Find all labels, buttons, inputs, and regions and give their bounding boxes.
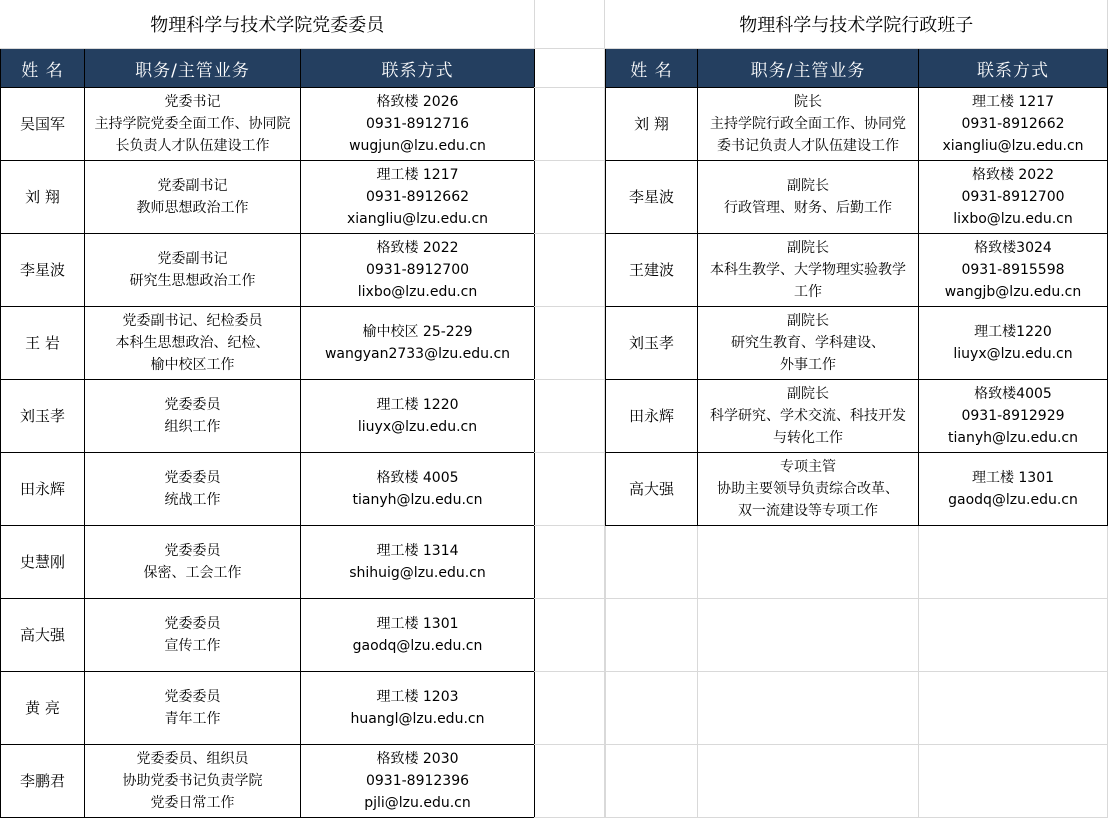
gap-gridline	[534, 160, 605, 161]
empty-row	[606, 526, 1108, 599]
contact-line: 理工楼 1217	[971, 94, 1055, 110]
empty-row	[606, 745, 1108, 818]
contact-line: 格致楼 2030	[376, 751, 459, 767]
contact-cell	[301, 453, 535, 526]
duty-line: 教师思想政治工作	[136, 200, 249, 216]
gap-gridline	[534, 306, 605, 307]
duty-line: 党委委员	[164, 470, 221, 486]
table-row	[1, 672, 535, 745]
contact-line: 理工楼1220	[974, 324, 1052, 340]
empty-cell	[606, 526, 698, 599]
duty-cell	[698, 307, 919, 380]
contact-line: xiangliu@lzu.edu.cn	[346, 211, 489, 227]
duty-cell	[698, 234, 919, 307]
person-name: 李星波	[606, 161, 698, 234]
gap-gridline	[534, 598, 605, 599]
table-row	[606, 161, 1108, 234]
duty-line: 副院长	[787, 240, 829, 256]
duty-cell	[85, 745, 301, 818]
contact-cell	[301, 745, 535, 818]
table-row	[606, 307, 1108, 380]
duty-line: 党委委员	[164, 689, 221, 705]
table-row	[1, 745, 535, 818]
gap-gridline	[534, 671, 605, 672]
duty-line: 外事工作	[780, 357, 836, 373]
administration-title: 物理科学与技术学院行政班子	[606, 0, 1108, 49]
empty-cell	[606, 599, 698, 672]
person-name: 李星波	[1, 234, 85, 307]
contact-line: gaodq@lzu.edu.cn	[948, 492, 1078, 508]
duty-line: 榆中校区工作	[150, 357, 235, 373]
gap-gridline	[534, 525, 605, 526]
duty-line: 主持学院党委全面工作、协同院	[94, 116, 291, 132]
duty-line: 双一流建设等专项工作	[738, 503, 878, 519]
duty-line: 委书记负责人才队伍建设工作	[717, 138, 899, 154]
duty-cell	[85, 526, 301, 599]
empty-cell	[606, 745, 698, 818]
contact-cell	[919, 307, 1108, 380]
duty-line: 青年工作	[164, 711, 221, 727]
contact-line: 榆中校区 25-229	[362, 324, 473, 340]
contact-cell	[919, 234, 1108, 307]
header-name: 姓 名	[1, 49, 85, 88]
table-row	[606, 453, 1108, 526]
contact-line: 格致楼 4005	[376, 470, 459, 486]
administration-table-section	[605, 0, 1108, 818]
contact-line: 0931-8915598	[961, 262, 1065, 278]
empty-cell	[919, 526, 1108, 599]
contact-line: huangl@lzu.edu.cn	[350, 711, 485, 727]
header-row	[1, 49, 535, 88]
duty-cell	[85, 453, 301, 526]
duty-cell	[85, 599, 301, 672]
empty-cell	[698, 672, 919, 745]
table-row	[1, 161, 535, 234]
contact-cell	[301, 526, 535, 599]
contact-line: wangjb@lzu.edu.cn	[944, 284, 1082, 300]
table-row	[606, 88, 1108, 161]
duty-line: 行政管理、财务、后勤工作	[724, 200, 892, 216]
contact-line: tianyh@lzu.edu.cn	[352, 492, 483, 508]
duty-line: 统战工作	[164, 492, 221, 508]
duty-cell	[698, 380, 919, 453]
person-name: 高大强	[1, 599, 85, 672]
duty-line: 党委委员	[164, 397, 221, 413]
contact-cell	[301, 599, 535, 672]
duty-line: 本科生思想政治、纪检、	[115, 335, 270, 351]
contact-cell	[301, 672, 535, 745]
gap-column	[534, 0, 605, 817]
contact-line: 格致楼 2026	[376, 94, 459, 110]
party-committee-table	[0, 0, 535, 818]
table-row	[1, 307, 535, 380]
duty-line: 保密、工会工作	[143, 565, 242, 581]
contact-line: 理工楼 1301	[376, 616, 459, 632]
duty-line: 工作	[794, 284, 822, 300]
contact-line: 0931-8912662	[365, 189, 470, 205]
gap-gridline	[534, 48, 605, 49]
person-name: 王 岩	[1, 307, 85, 380]
party-committee-title: 物理科学与技术学院党委委员	[1, 0, 535, 49]
table-row	[606, 380, 1108, 453]
header-contact: 联系方式	[301, 49, 535, 88]
duty-cell	[698, 88, 919, 161]
contact-line: wugjun@lzu.edu.cn	[349, 138, 486, 154]
person-name: 刘玉孝	[606, 307, 698, 380]
empty-row	[606, 672, 1108, 745]
contact-line: 0931-8912929	[961, 408, 1065, 424]
empty-cell	[698, 526, 919, 599]
duty-line: 研究生教育、学科建设、	[731, 335, 885, 351]
duty-line: 宣传工作	[164, 638, 221, 654]
empty-cell	[919, 745, 1108, 818]
duty-line: 院长	[794, 94, 822, 110]
person-name: 田永辉	[1, 453, 85, 526]
duty-line: 党委副书记	[157, 251, 228, 267]
table-row	[1, 526, 535, 599]
person-name: 田永辉	[606, 380, 698, 453]
contact-line: 理工楼 1217	[376, 167, 459, 183]
duty-line: 协助主要领导负责综合改革、	[717, 481, 899, 497]
person-name: 刘 翔	[1, 161, 85, 234]
duty-line: 副院长	[787, 386, 829, 402]
gap-gridline	[534, 452, 605, 453]
gap-gridline	[534, 233, 605, 234]
duty-line: 与转化工作	[773, 430, 843, 446]
duty-line: 党委副书记、纪检委员	[122, 313, 263, 329]
table-row	[1, 88, 535, 161]
duty-line: 本科生教学、大学物理实验教学	[710, 262, 906, 278]
header-duty: 职务/主管业务	[698, 49, 919, 88]
duty-line: 党委委员	[164, 616, 221, 632]
duty-cell	[85, 234, 301, 307]
contact-line: 格致楼3024	[974, 240, 1052, 256]
contact-line: 格致楼 2022	[376, 240, 459, 256]
person-name: 高大强	[606, 453, 698, 526]
empty-cell	[698, 745, 919, 818]
duty-cell	[698, 161, 919, 234]
empty-cell	[606, 672, 698, 745]
person-name: 史慧刚	[1, 526, 85, 599]
contact-line: 格致楼4005	[974, 386, 1052, 402]
table-row	[606, 234, 1108, 307]
contact-line: 格致楼 2022	[971, 167, 1055, 183]
header-name: 姓 名	[606, 49, 698, 88]
duty-line: 组织工作	[164, 419, 221, 435]
person-name: 王建波	[606, 234, 698, 307]
duty-cell	[85, 161, 301, 234]
header-contact: 联系方式	[919, 49, 1108, 88]
duty-cell	[85, 380, 301, 453]
contact-line: shihuig@lzu.edu.cn	[349, 565, 486, 581]
table-row	[1, 453, 535, 526]
contact-line: 0931-8912700	[961, 189, 1065, 205]
contact-cell	[919, 380, 1108, 453]
contact-line: liuyx@lzu.edu.cn	[953, 346, 1073, 362]
contact-cell	[919, 161, 1108, 234]
duty-cell	[85, 307, 301, 380]
duty-line: 协助党委书记负责学院	[122, 773, 263, 789]
contact-line: gaodq@lzu.edu.cn	[352, 638, 483, 654]
contact-cell	[301, 307, 535, 380]
contact-line: 0931-8912396	[365, 773, 470, 789]
administration-table	[605, 0, 1108, 818]
contact-line: wangyan2733@lzu.edu.cn	[324, 346, 511, 362]
contact-cell	[301, 234, 535, 307]
duty-line: 党委委员	[164, 543, 221, 559]
contact-line: 0931-8912700	[365, 262, 470, 278]
contact-cell	[301, 161, 535, 234]
contact-line: liuyx@lzu.edu.cn	[357, 419, 478, 435]
contact-cell	[301, 380, 535, 453]
header-duty: 职务/主管业务	[85, 49, 301, 88]
person-name: 李鹏君	[1, 745, 85, 818]
duty-line: 党委日常工作	[150, 795, 235, 811]
duty-line: 副院长	[787, 313, 829, 329]
duty-cell	[85, 88, 301, 161]
contact-line: pjli@lzu.edu.cn	[364, 795, 471, 811]
empty-cell	[919, 599, 1108, 672]
duty-line: 专项主管	[780, 459, 836, 475]
table-row	[1, 380, 535, 453]
gap-gridline	[534, 87, 605, 88]
contact-cell	[301, 88, 535, 161]
contact-line: tianyh@lzu.edu.cn	[948, 430, 1078, 446]
duty-line: 长负责人才队伍建设工作	[115, 138, 270, 154]
person-name: 刘 翔	[606, 88, 698, 161]
empty-row	[606, 599, 1108, 672]
contact-line: 理工楼 1203	[376, 689, 459, 705]
contact-line: lixbo@lzu.edu.cn	[953, 211, 1073, 227]
table-row	[1, 234, 535, 307]
contact-cell	[919, 88, 1108, 161]
duty-line: 党委副书记	[157, 178, 228, 194]
duty-line: 科学研究、学术交流、科技开发	[710, 408, 906, 424]
contact-cell	[919, 453, 1108, 526]
contact-line: 0931-8912716	[365, 116, 470, 132]
gap-gridline	[534, 379, 605, 380]
duty-line: 党委书记	[164, 94, 221, 110]
person-name: 黄 亮	[1, 672, 85, 745]
table-row	[1, 599, 535, 672]
gap-gridline	[534, 744, 605, 745]
contact-line: 0931-8912662	[961, 116, 1065, 132]
contact-line: lixbo@lzu.edu.cn	[357, 284, 478, 300]
contact-line: 理工楼 1220	[376, 397, 459, 413]
empty-cell	[919, 672, 1108, 745]
duty-cell	[85, 672, 301, 745]
person-name: 吴国军	[1, 88, 85, 161]
duty-line: 主持学院行政全面工作、协同党	[710, 116, 906, 132]
party-committee-table-section	[0, 0, 535, 818]
header-row	[606, 49, 1108, 88]
contact-line: 理工楼 1314	[376, 543, 459, 559]
contact-line: 理工楼 1301	[971, 470, 1055, 486]
duty-line: 研究生思想政治工作	[129, 273, 256, 289]
duty-cell	[698, 453, 919, 526]
person-name: 刘玉孝	[1, 380, 85, 453]
duty-line: 副院长	[787, 178, 829, 194]
contact-line: xiangliu@lzu.edu.cn	[942, 138, 1084, 154]
empty-cell	[698, 599, 919, 672]
duty-line: 党委委员、组织员	[136, 751, 249, 767]
